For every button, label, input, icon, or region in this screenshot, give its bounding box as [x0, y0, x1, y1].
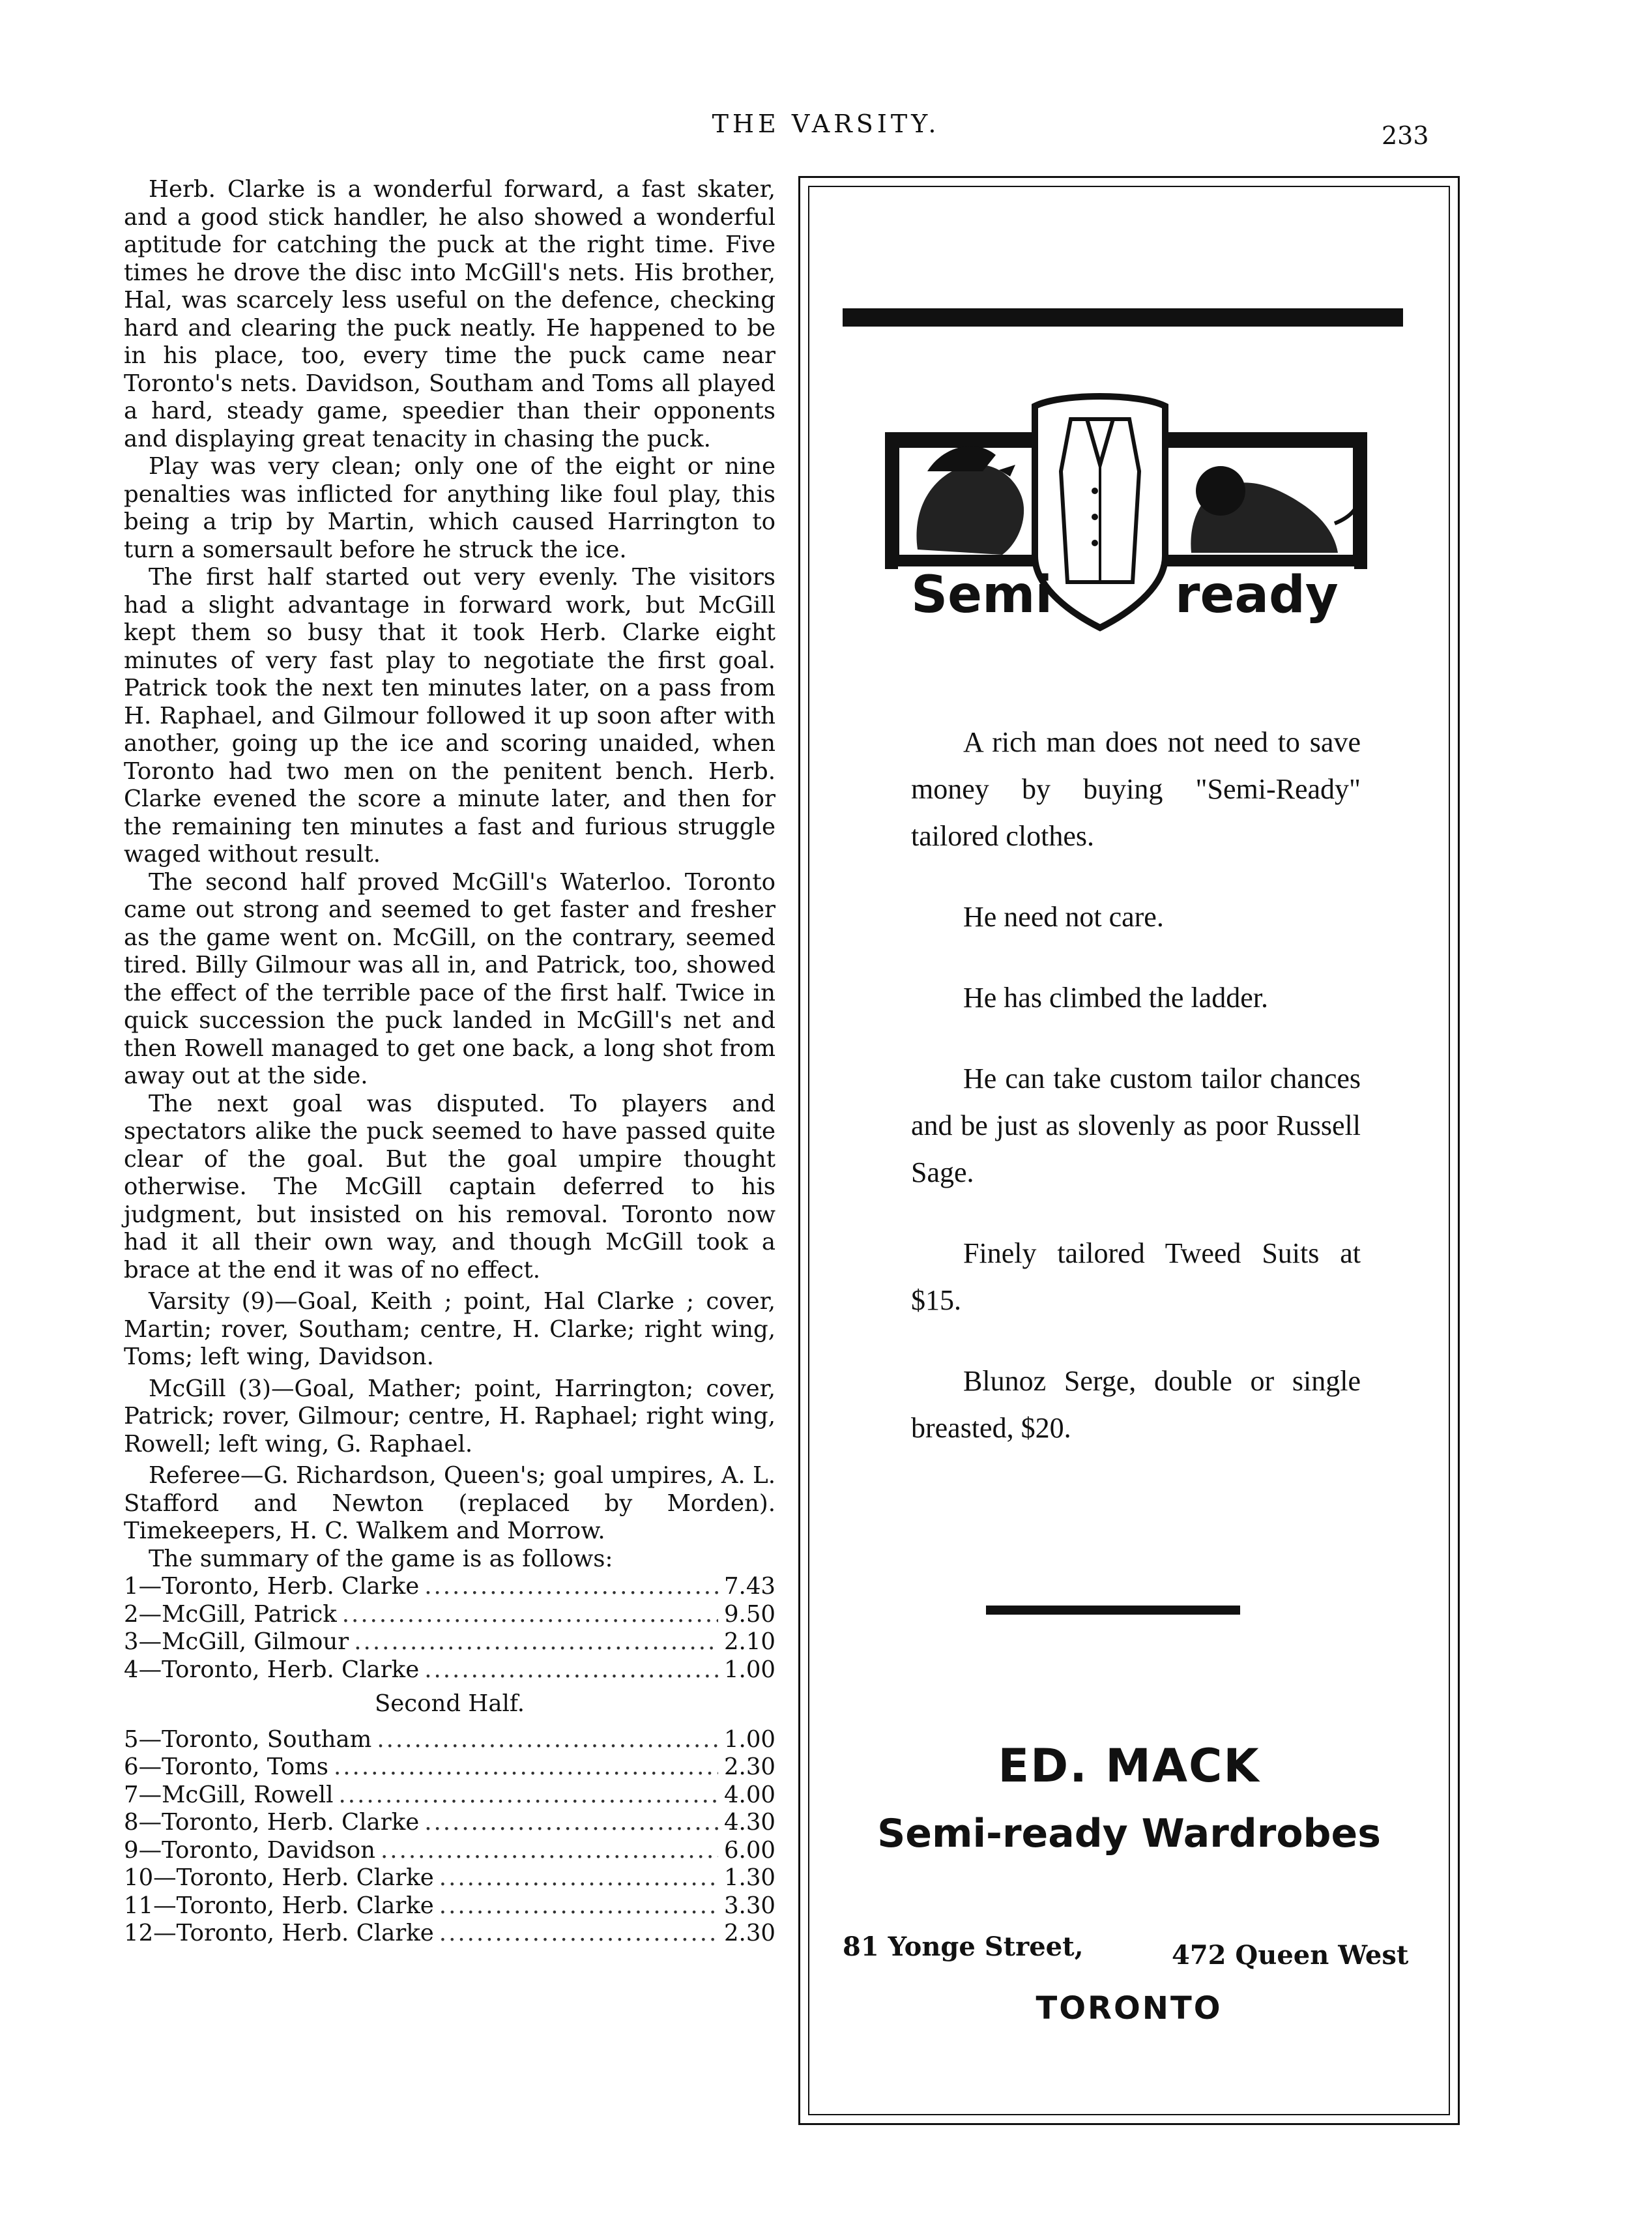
score-row: [124, 1656, 775, 1684]
summary-intro: The summary of the game is as follows:: [149, 1545, 613, 1572]
score-time: 1.30: [723, 1864, 775, 1891]
score-time: 2.30: [723, 1753, 775, 1780]
score-label: 1—Toronto, Herb. Clarke: [124, 1573, 420, 1600]
page-number: 233: [1382, 121, 1429, 150]
address-queen: 472 Queen West: [1172, 1940, 1409, 1971]
ad-copy-paragraph: He can take custom tailor chances and be just as slovenly as poor Russell Sage.: [911, 1063, 1361, 1188]
score-row: [124, 1573, 775, 1601]
score-label: 10—Toronto, Herb. Clarke: [124, 1864, 434, 1891]
score-label: 11—Toronto, Herb. Clarke: [124, 1892, 434, 1919]
ad-copy: [911, 719, 1361, 1486]
brand-word-semi: Semi: [911, 566, 1053, 624]
merchant-tagline: Semi-ready Wardrobes: [877, 1811, 1381, 1856]
score-label: 6—Toronto, Toms: [124, 1753, 328, 1780]
score-row: [124, 1892, 775, 1920]
article-paragraph: The second half proved McGill's Waterloo. Toronto came out strong and seemed to get faster and fresher as the game went on. McGill, on the contrary, seemed tired. Billy Gilmour was all in, and Patrick, too, showed the effect of the terrible pace of the first half. Twice in quick succession the puck landed in McGill's net and then Rowell managed to get one back, a long shot from away out at the side.: [124, 868, 775, 1089]
article-paragraph: The next goal was disputed. To players and spectators alike the puck seemed to have passed quite clear of the goal. But the goal umpire thought otherwise. The McGill captain deferred to his judgment, but insisted on his removal. Toronto now had it all their own way, and though McGill took a brace at the end it was of no effect.: [124, 1090, 775, 1284]
score-time: 1.00: [723, 1656, 775, 1683]
score-row: [124, 1837, 775, 1865]
ad-copy-paragraph: Finely tailored Tweed Suits at $15.: [911, 1237, 1361, 1316]
city: TORONTO: [1036, 1990, 1223, 2027]
ad-top-rule: [843, 308, 1403, 327]
score-time: 4.00: [723, 1781, 775, 1808]
score-label: 7—McGill, Rowell: [124, 1781, 334, 1808]
shield-coat-icon: [1035, 396, 1165, 628]
score-time: 2.30: [723, 1920, 775, 1946]
score-label: 3—McGill, Gilmour: [124, 1628, 349, 1655]
article-paragraph: Play was very clean; only one of the eight or nine penalties was inflicted for anything like foul play, this being a trip by Martin, which caused Harrington to turn a somersault before he struck the ice.: [124, 453, 775, 563]
brand-word-ready: ready: [1175, 566, 1339, 624]
address-yonge: 81 Yonge Street,: [843, 1931, 1084, 1962]
score-time: 6.00: [723, 1836, 775, 1864]
score-row: [124, 1753, 775, 1782]
eagle-icon: [916, 446, 1024, 555]
lion-icon: [1191, 466, 1359, 553]
score-time: 2.10: [723, 1628, 775, 1655]
officials: Referee—G. Richardson, Queen's; goal umpires, A. L. Stafford and Newton (replaced by Morden). Timekeepers, H. C. Walkem and Morrow.: [124, 1462, 775, 1544]
score-row: [124, 1864, 775, 1892]
score-row: [124, 1809, 775, 1837]
score-row: [124, 1726, 775, 1754]
article-paragraph: Herb. Clarke is a wonderful forward, a fast skater, and a good stick handler, he also showed a wonderful aptitude for catching the puck at the right time. Five times he drove the disc into McGill's nets. His brother, Hal, was scarcely less useful on the defence, checking hard and clearing the puck neatly. He happened to be in his place, too, every time the puck came near Toronto's nets. Davidson, Southam and Toms all played a hard, steady game, speedier than their opponents and displaying great tenacity in chasing the puck.: [124, 176, 775, 452]
score-label: 9—Toronto, Davidson: [124, 1836, 376, 1864]
second-half-heading: Second Half.: [374, 1690, 525, 1717]
score-row: [124, 1920, 775, 1948]
score-time: 9.50: [723, 1600, 775, 1628]
score-time: 4.30: [723, 1809, 775, 1836]
score-label: 12—Toronto, Herb. Clarke: [124, 1920, 434, 1946]
ad-copy-paragraph: He need not care.: [963, 901, 1164, 933]
ad-middle-rule: [986, 1606, 1240, 1615]
score-label: 5—Toronto, Southam: [124, 1725, 372, 1753]
score-row: [124, 1601, 775, 1629]
ad-copy-paragraph: Blunoz Serge, double or single breasted, $20.: [911, 1365, 1361, 1444]
score-row: [124, 1628, 775, 1656]
ad-copy-paragraph: A rich man does not need to save money by buying "Semi-Ready" tailored clothes.: [911, 726, 1361, 852]
mcgill-lineup: McGill (3)—Goal, Mather; point, Harrington; cover, Patrick; rover, Gilmour; centre, H. Raphael; right wing, Rowell; left wing, G. Raphael.: [124, 1375, 775, 1458]
first-half-scores: [124, 1573, 775, 1684]
semi-ready-advertisement: [798, 176, 1460, 2125]
score-label: 4—Toronto, Herb. Clarke: [124, 1656, 420, 1683]
ad-copy-paragraph: He has climbed the ladder.: [963, 982, 1268, 1014]
score-label: 8—Toronto, Herb. Clarke: [124, 1809, 420, 1836]
running-head: THE VARSITY.: [712, 110, 940, 138]
article-paragraph: The first half started out very evenly. The visitors had a slight advantage in forward work, but McGill kept them so busy that it took Herb. Clarke eight minutes of very fast play to negotiate the first goal. Patrick took the next ten minutes later, on a pass from H. Raphael, and Gilmour followed it up soon after with another, going up the ice and scoring unaided, when Toronto had two men on the penitent bench. Herb. Clarke evened the score a minute later, and then for the remaining ten minutes a fast and furious struggle waged without result.: [124, 564, 775, 868]
second-half-scores: [124, 1726, 775, 1948]
score-time: 1.00: [723, 1725, 775, 1753]
varsity-lineup: Varsity (9)—Goal, Keith ; point, Hal Clarke ; cover, Martin; rover, Southam; centre, H. Clarke; right wing, Toms; left wing, Davidson.: [124, 1288, 775, 1370]
score-label: 2—McGill, Patrick: [124, 1600, 337, 1628]
score-time: 3.30: [723, 1892, 775, 1919]
merchant-name: ED. MACK: [998, 1739, 1260, 1793]
hockey-article: [124, 176, 775, 1948]
score-time: 7.43: [723, 1573, 775, 1600]
score-row: [124, 1782, 775, 1810]
